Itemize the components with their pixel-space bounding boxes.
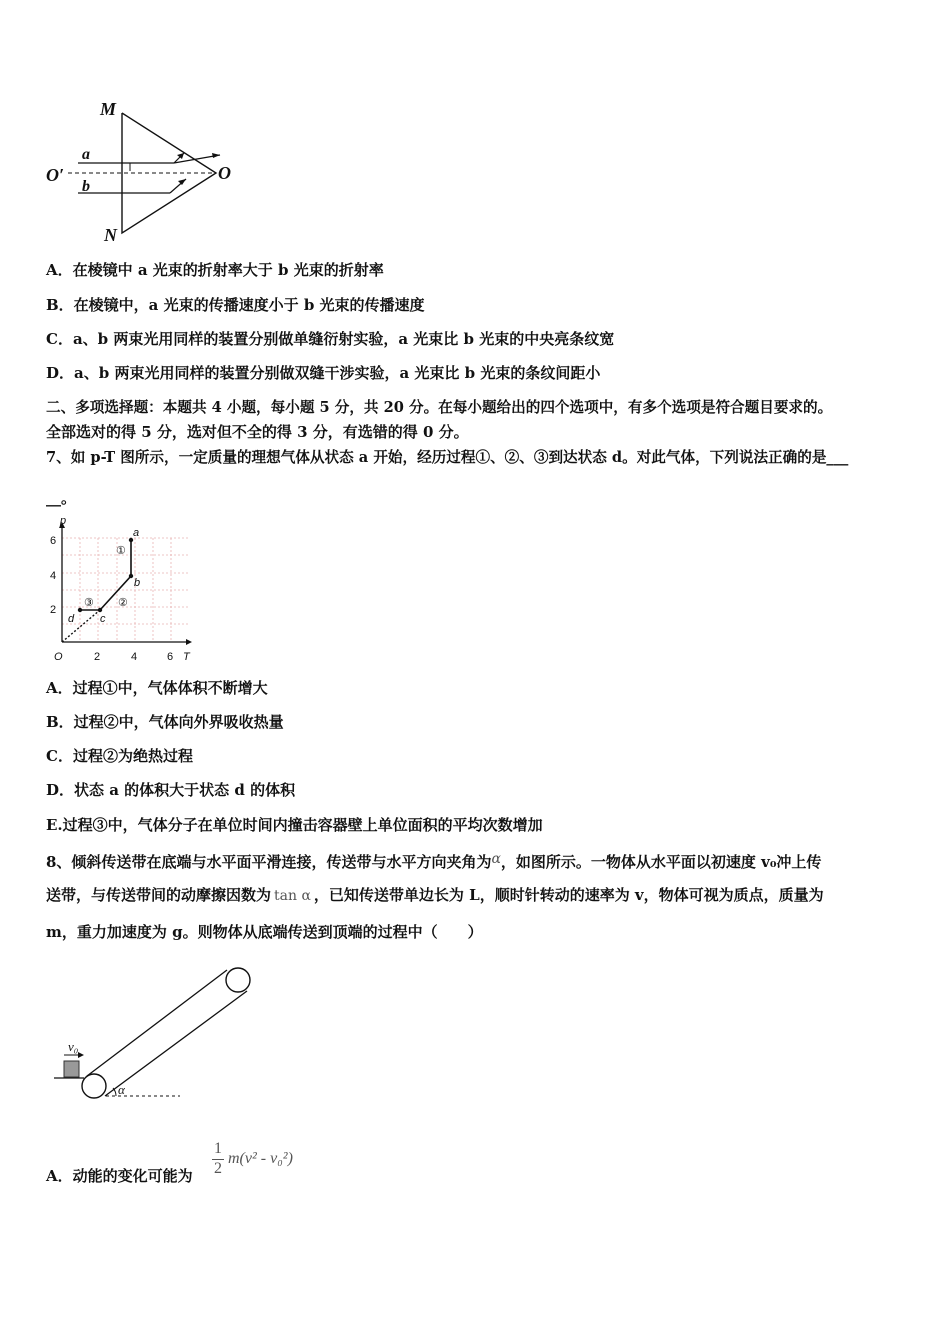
tan-alpha: tan α	[274, 888, 311, 904]
process-label-2: ②	[118, 597, 128, 609]
q6-option-a: A．在棱镜中 a 光束的折射率大于 b 光束的折射率	[46, 261, 384, 279]
q6-option-d: D．a、b 两束光用同样的装置分别做双缝干涉实验，a 光束比 b 光束的条纹间距小	[46, 364, 601, 382]
origin-label: O	[54, 651, 63, 663]
q6-option-c: C．a、b 两束光用同样的装置分别做单缝衍射实验，a 光束比 b 光束的中央亮条纹宽	[46, 330, 615, 348]
process-label-1: ①	[116, 545, 126, 557]
label-b: b	[82, 178, 90, 195]
label-o: O	[218, 163, 231, 183]
angle-label: α	[118, 1082, 125, 1097]
label-n: N	[104, 225, 117, 245]
q7-stem-line2: __。	[46, 489, 77, 507]
q7-option-a: A．过程①中，气体体积不断增大	[46, 679, 268, 697]
point-label-d: d	[68, 613, 75, 625]
q8-stem-line1	[46, 849, 821, 872]
x-tick-4: 4	[131, 651, 138, 663]
pt-chart	[40, 518, 200, 668]
point-label-c: c	[100, 613, 106, 625]
q7-option-c: C．过程②为绝热过程	[46, 747, 193, 765]
y-tick-6: 6	[50, 535, 57, 547]
q7-option-e: E.过程③中，气体分子在单位时间内撞击容器壁上单位面积的平均次数增加	[46, 816, 543, 834]
q8-stem-line3: m，重力加速度为 g。则物体从底端传送到顶端的过程中（ ）	[46, 923, 483, 941]
fraction-numerator: 1	[214, 1140, 222, 1157]
q6-option-b: B．在棱镜中，a 光束的传播速度小于 b 光束的传播速度	[46, 296, 425, 314]
q8-option-a: A．动能的变化可能为	[46, 1167, 193, 1185]
alpha-symbol: α	[491, 851, 501, 867]
q8-stem-line2	[46, 885, 824, 906]
point-label-a: a	[133, 527, 140, 539]
q7-option-d: D．状态 a 的体积大于状态 d 的体积	[46, 781, 296, 799]
q8-stem-line2-b: ，已知传送带单边长为 L，顺时针转动的速率为 v，物体可视为质点，质量为	[313, 886, 824, 904]
y-tick-2: 2	[50, 604, 57, 616]
x-tick-6: 6	[167, 651, 174, 663]
q8-stem-line2-a: 送带，与传送带间的动摩擦因数为	[46, 886, 272, 904]
label-o-prime: O′	[46, 165, 65, 185]
conveyor-figure	[50, 960, 260, 1110]
process-label-3: ③	[84, 597, 94, 609]
y-axis-label: p	[60, 518, 67, 527]
v0-label: v₀	[68, 1039, 79, 1054]
q7-option-b: B．过程②中，气体向外界吸收热量	[46, 713, 284, 731]
q8-stem-line1-b: ，如图所示。一物体从水平面以初速度 v₀冲上传	[500, 853, 822, 871]
prism-figure	[40, 95, 250, 245]
label-a: a	[82, 146, 90, 163]
q8-stem-line1-a: 8、倾斜传送带在底端与水平面平滑连接，传送带与水平方向夹角为	[46, 853, 492, 871]
section2-line1: 二、多项选择题：本题共 4 小题，每小题 5 分，共 20 分。在每小题给出的四个选项中，有多个选项是符合题目要求的。	[46, 399, 833, 416]
x-axis-label: T	[183, 651, 190, 663]
section2-line2: 全部选对的得 5 分，选对但不全的得 3 分，有选错的得 0 分。	[46, 423, 469, 441]
x-tick-2: 2	[94, 651, 101, 663]
formula-expression: m(v² - v₀²)	[228, 1150, 293, 1167]
fraction-denominator: 2	[214, 1160, 222, 1177]
point-label-b: b	[134, 577, 141, 589]
y-tick-4: 4	[50, 570, 57, 582]
q7-stem-line1: 7、如 p-T 图所示，一定质量的理想气体从状态 a 开始，经历过程①、②、③到达状态 d。对此气体，下列说法正确的是___	[46, 449, 849, 466]
label-m: M	[100, 99, 117, 119]
